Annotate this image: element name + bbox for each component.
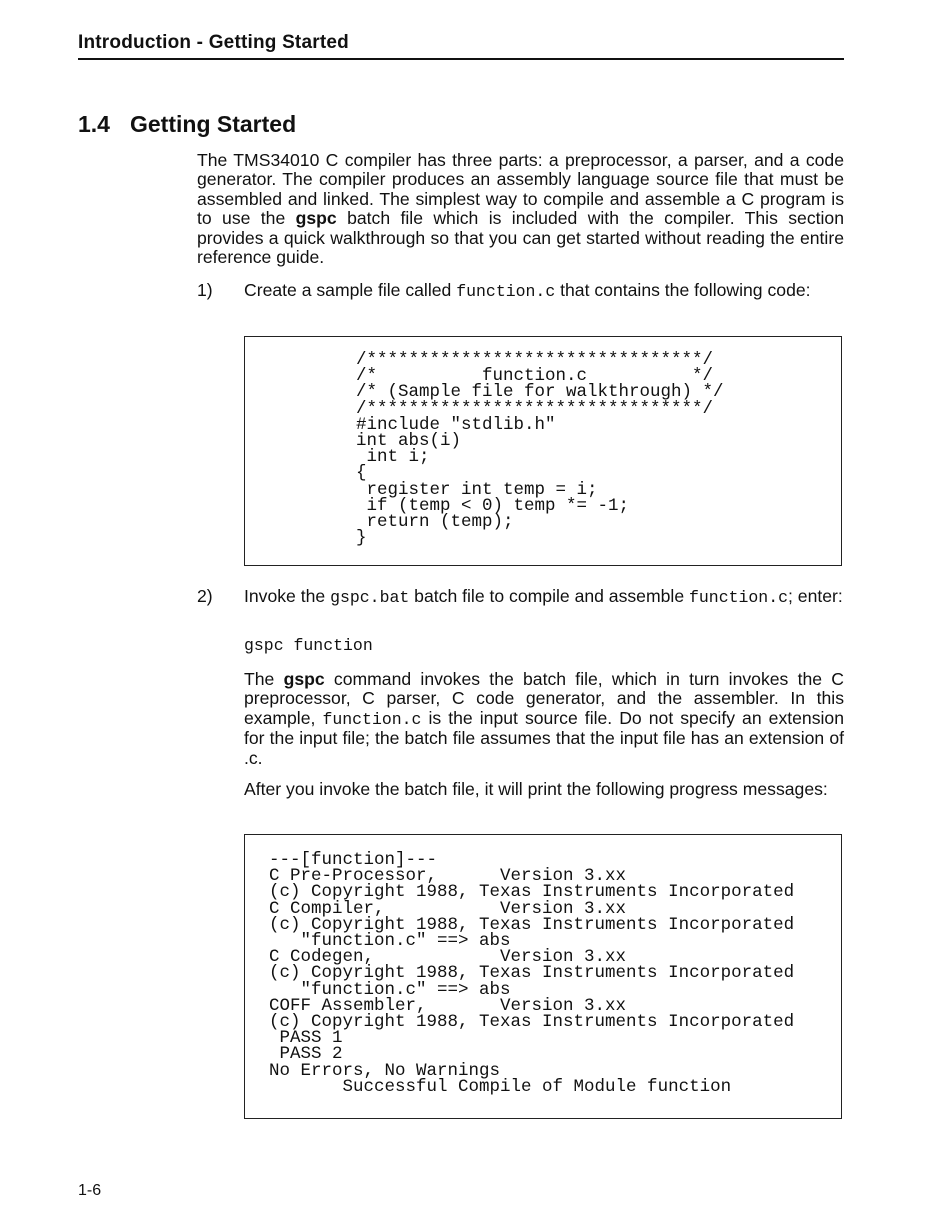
running-header: Introduction - Getting Started [78, 32, 349, 53]
output-line: PASS 1 [269, 1028, 343, 1049]
code-line: return (temp); [356, 512, 514, 533]
page-number: 1-6 [78, 1182, 102, 1199]
step2-text-a: Invoke the [244, 586, 331, 606]
output-line: "function.c" ==> abs [269, 931, 511, 952]
section-title-text: Getting Started [130, 111, 297, 137]
section-title [78, 111, 296, 138]
output-line: (c) Copyright 1988, Texas Instruments Incorporated [269, 914, 795, 935]
output-line: C Codegen, Version 3.xx [269, 947, 627, 968]
step2-batfile: gspc.bat [330, 588, 410, 607]
code-line: int abs(i) [356, 431, 462, 452]
section-number: 1.4 [78, 111, 110, 137]
output-line: ---[function]--- [269, 850, 438, 870]
step2-filename: function.c [689, 588, 789, 607]
code-line: /* (Sample file for walkthrough) */ [356, 382, 724, 403]
output-line: (c) Copyright 1988, Texas Instruments Incorporated [269, 1012, 795, 1033]
explain-filename: function.c [322, 709, 422, 729]
progress-intro: After you invoke the batch file, it will print the following progress messages: [244, 779, 828, 799]
code-sample-box [244, 336, 842, 566]
step1-filename: function.c [456, 282, 556, 301]
output-line: "function.c" ==> abs [269, 979, 511, 1000]
step1-text-b: that contains the following code: [555, 280, 811, 300]
output-line: PASS 2 [269, 1044, 343, 1065]
code-line: /* function.c */ [356, 366, 714, 387]
step2-text-b: batch file to compile and assemble [409, 586, 689, 606]
gspc-explanation [244, 670, 844, 768]
step1-number: 1) [197, 280, 213, 300]
output-line: No Errors, No Warnings [269, 1060, 501, 1081]
header-rule [78, 58, 844, 60]
gspc-command: gspc function [244, 636, 373, 655]
step2-text [244, 587, 844, 607]
output-line: COFF Assembler, Version 3.xx [269, 995, 627, 1016]
intro-text-a: The TMS34010 C compiler has three parts: a preprocessor, a parser, and a code generator. The compiler produces an assembly language source file that must be assembled and linked. The simplest way to compile and assemble a C program is to use the [197, 150, 844, 229]
code-line: if (temp < 0) temp *= -1; [356, 495, 630, 516]
step1-text [244, 281, 844, 301]
explain-text-b: command invokes the batch file, which in turn invokes the C preprocessor, C parser, C code generator, and the assembler. In this example, [244, 669, 844, 728]
code-line: register int temp = i; [356, 479, 598, 500]
step2-text-c: ; enter: [788, 586, 843, 606]
output-line: (c) Copyright 1988, Texas Instruments Incorporated [269, 963, 795, 984]
code-line: #include "stdlib.h" [356, 414, 556, 435]
explain-gspc-bold: gspc [283, 669, 325, 689]
code-line: } [356, 528, 367, 549]
output-sample [245, 835, 841, 1095]
intro-gspc-bold: gspc [295, 208, 337, 229]
explain-text-c: is the input source file. Do not specify an extension for the input file; the batch file assumes that the input file has an extension of .c. [244, 707, 844, 768]
intro-paragraph [197, 151, 844, 267]
output-line: C Pre-Processor, Version 3.xx [269, 866, 627, 887]
code-line: { [356, 463, 367, 484]
step2-number: 2) [197, 586, 213, 606]
output-sample-box [244, 834, 842, 1119]
output-line: Successful Compile of Module function [269, 1076, 732, 1097]
code-line: /********************************/ [356, 398, 714, 419]
explain-text-a: The [244, 669, 284, 689]
step1-text-a: Create a sample file called [244, 280, 457, 300]
code-sample [245, 337, 841, 549]
code-line: int i; [356, 447, 430, 468]
output-line: C Compiler, Version 3.xx [269, 898, 627, 919]
output-line: (c) Copyright 1988, Texas Instruments Incorporated [269, 882, 795, 903]
code-line: /********************************/ [356, 350, 714, 370]
intro-text-b: batch file which is included with the compiler. This section provides a quick walkthrough so that you can get started without reading the entire reference guide. [197, 208, 844, 268]
